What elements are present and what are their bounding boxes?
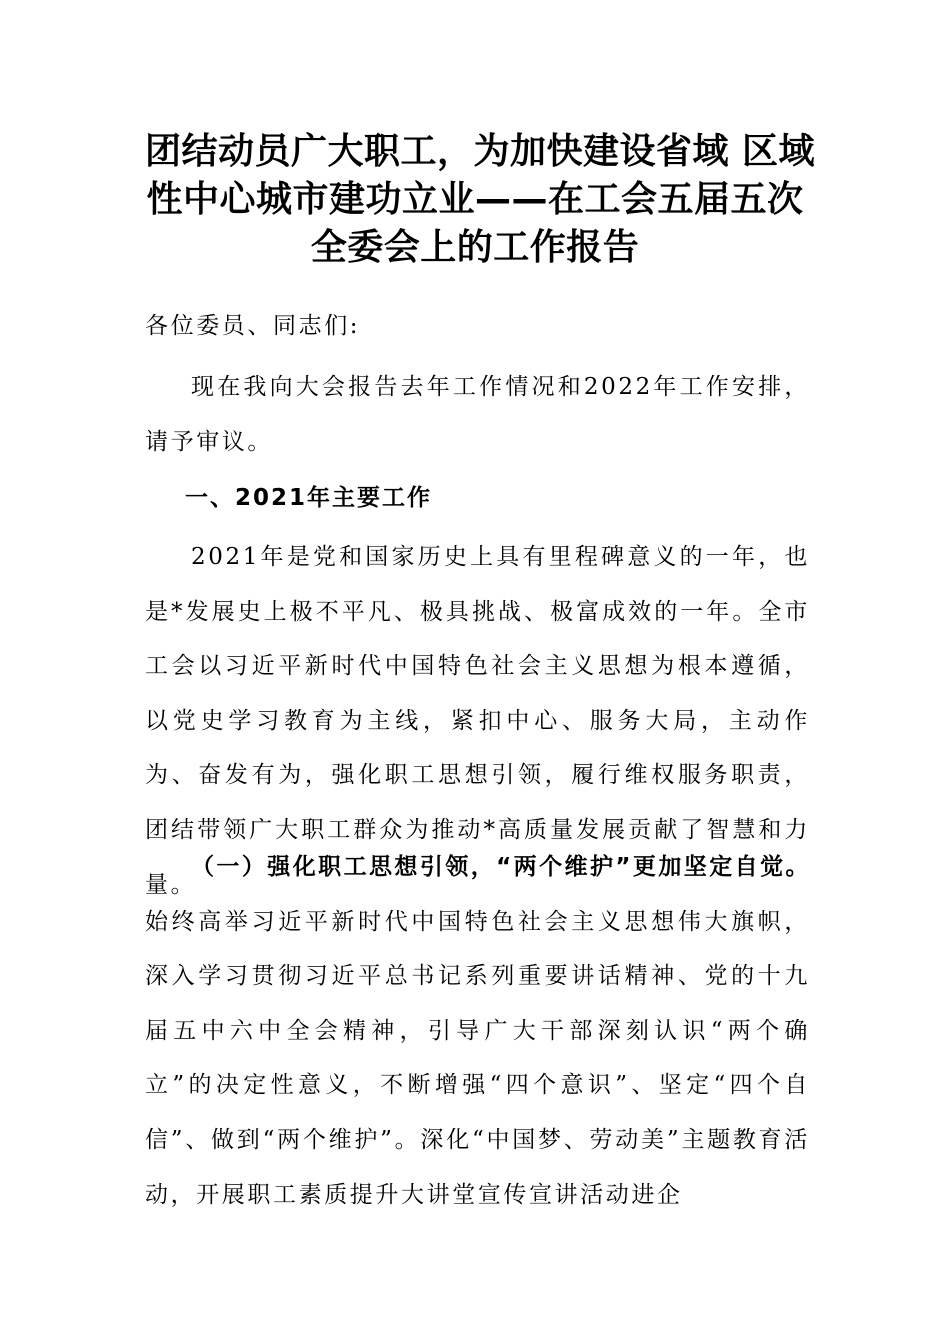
document-title [145, 128, 816, 272]
subsection-body: 始终高举习近平新时代中国特色社会主义思想伟大旗帜，深入学习贯彻习近平总书记系列重要讲话精神、党的十九届五中六中全会精神，引导广大干部深刻认识“两个确立”的决定性意义，不断增强“四个意识”、坚定“四个自信”、做到“两个维护”。深化“中国梦、劳动美”主题教育活动，开展职工素质提升大讲堂宣传宣讲活动进企 [145, 908, 810, 1208]
overview-paragraph: 2021年是党和国家历史上具有里程碑意义的一年，也是*发展史上极不平凡、极具挑战、极富成效的一年。全市工会以习近平新时代中国特色社会主义思想为根本遵循，以党史学习教育为主线，紧扣中心、服务大局，主动作为、奋发有为，强化职工思想引领，履行维权服务职责，团结带领广大职工群众为推动*高质量发展贡献了智慧和力量。 [145, 544, 810, 898]
title-line-2: 性中心城市建功立业——在工会五届五次 [146, 179, 804, 220]
salutation: 各位委员、同志们: [145, 313, 361, 339]
subsection-lead: （一）强化职工思想引领，“两个维护”更加坚定自觉。 [191, 854, 810, 880]
title-line-3: 全委会上的工作报告 [310, 227, 640, 268]
intro-paragraph: 现在我向大会报告去年工作情况和2022年工作安排，请予审议。 [145, 374, 810, 455]
subsection-paragraph [145, 840, 810, 1222]
section-heading: 一、2021年主要工作 [185, 485, 433, 511]
title-line-1: 团结动员广大职工，为加快建设省域 区域 [145, 131, 816, 172]
